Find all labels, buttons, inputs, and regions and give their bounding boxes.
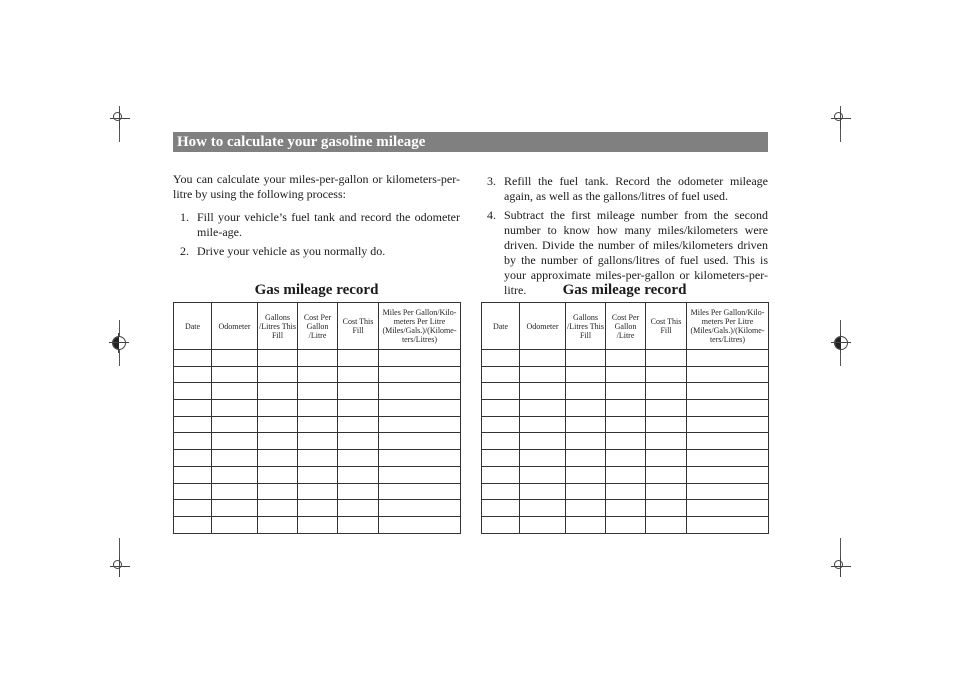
- table-cell: [646, 433, 687, 450]
- table-cell: [174, 450, 212, 467]
- table-cell: [566, 383, 606, 400]
- table-cell: [520, 483, 566, 500]
- column-header-gallons: Gallons /Litres This Fill: [566, 303, 606, 350]
- table-cell: [687, 383, 769, 400]
- table-cell: [482, 433, 520, 450]
- table-cell: [520, 400, 566, 417]
- table-cell: [212, 450, 258, 467]
- table-header-row: [174, 303, 461, 350]
- table-cell: [482, 450, 520, 467]
- table-cell: [606, 416, 646, 433]
- table-cell: [606, 483, 646, 500]
- table-cell: [212, 366, 258, 383]
- table-cell: [687, 350, 769, 367]
- column-header-gallons: Gallons /Litres This Fill: [258, 303, 298, 350]
- column-header-cost-this-fill: Cost This Fill: [646, 303, 687, 350]
- column-header-odometer: Odometer: [520, 303, 566, 350]
- table-cell: [338, 466, 379, 483]
- table-row: [174, 400, 461, 417]
- table-cell: [298, 400, 338, 417]
- table-cell: [520, 416, 566, 433]
- table-cell: [566, 366, 606, 383]
- table-row: [174, 466, 461, 483]
- table-cell: [687, 500, 769, 517]
- table-cell: [338, 500, 379, 517]
- column-header-cost-this-fill: Cost This Fill: [338, 303, 379, 350]
- table-cell: [520, 466, 566, 483]
- steps-list-left: [180, 210, 460, 263]
- step-text: Drive your vehicle as you normally do.: [197, 244, 386, 258]
- table-cell: [606, 366, 646, 383]
- table-cell: [212, 350, 258, 367]
- table-cell: [174, 516, 212, 533]
- table-cell: [646, 416, 687, 433]
- step-text: Subtract the first mileage number from the second number to know how many miles/kilometers were driven. Divide the number of miles/kilometers driven by the number of gallons/litres of fuel used. This is your approximate miles-per-gallon or kilometers-per-litre.: [504, 208, 768, 297]
- table-row: [482, 450, 769, 467]
- table-cell: [338, 400, 379, 417]
- table-cell: [687, 366, 769, 383]
- table-cell: [566, 350, 606, 367]
- column-header-cost-per-gallon: Cost Per Gallon /Litre: [606, 303, 646, 350]
- table-cell: [482, 466, 520, 483]
- table-cell: [379, 400, 461, 417]
- table-row: [174, 416, 461, 433]
- table-cell: [646, 350, 687, 367]
- table-cell: [566, 433, 606, 450]
- table-cell: [258, 450, 298, 467]
- column-header-date: Date: [482, 303, 520, 350]
- table-cell: [379, 450, 461, 467]
- table-cell: [646, 500, 687, 517]
- gas-mileage-record-table: [481, 302, 769, 534]
- table-cell: [606, 350, 646, 367]
- table-cell: [379, 383, 461, 400]
- table-cell: [687, 400, 769, 417]
- table-cell: [687, 466, 769, 483]
- table-cell: [482, 383, 520, 400]
- table-cell: [338, 450, 379, 467]
- table-cell: [646, 483, 687, 500]
- table-cell: [212, 483, 258, 500]
- table-cell: [212, 433, 258, 450]
- registration-mark-icon: [113, 560, 122, 569]
- table-cell: [566, 500, 606, 517]
- table-row: [174, 500, 461, 517]
- table-cell: [258, 366, 298, 383]
- table-cell: [212, 516, 258, 533]
- table-cell: [258, 400, 298, 417]
- table-cell: [298, 433, 338, 450]
- table-cell: [174, 416, 212, 433]
- table-cell: [606, 383, 646, 400]
- table-cell: [258, 483, 298, 500]
- table-row: [482, 400, 769, 417]
- table-row: [482, 433, 769, 450]
- step-number: 4.: [487, 208, 496, 222]
- column-header-cost-per-gallon: Cost Per Gallon /Litre: [298, 303, 338, 350]
- table-cell: [298, 416, 338, 433]
- table-cell: [379, 516, 461, 533]
- table-cell: [520, 516, 566, 533]
- table-cell: [379, 483, 461, 500]
- table-cell: [338, 516, 379, 533]
- table-cell: [646, 400, 687, 417]
- column-header-date: Date: [174, 303, 212, 350]
- table-cell: [212, 383, 258, 400]
- table-cell: [687, 416, 769, 433]
- table-cell: [212, 416, 258, 433]
- table-cell: [338, 383, 379, 400]
- registration-mark-icon: [834, 560, 843, 569]
- table-cell: [646, 383, 687, 400]
- table-row: [482, 416, 769, 433]
- table-cell: [338, 433, 379, 450]
- table-cell: [379, 366, 461, 383]
- table-cell: [338, 366, 379, 383]
- table-cell: [298, 366, 338, 383]
- table-cell: [174, 366, 212, 383]
- table-cell: [646, 466, 687, 483]
- step-text: Refill the fuel tank. Record the odometer mileage again, as well as the gallons/litres of fuel used.: [504, 174, 768, 203]
- table-cell: [482, 400, 520, 417]
- table-cell: [258, 433, 298, 450]
- table-row: [482, 483, 769, 500]
- table-cell: [520, 366, 566, 383]
- step-text: Fill your vehicle’s fuel tank and record the odometer mile-age.: [197, 210, 460, 239]
- table-cell: [174, 483, 212, 500]
- step-number: 2.: [180, 244, 189, 258]
- table-cell: [566, 400, 606, 417]
- table-cell: [606, 466, 646, 483]
- registration-mark-icon: [834, 112, 843, 121]
- table-cell: [566, 466, 606, 483]
- table-cell: [566, 450, 606, 467]
- table-cell: [520, 350, 566, 367]
- table-cell: [482, 366, 520, 383]
- column-header-odometer: Odometer: [212, 303, 258, 350]
- table-cell: [379, 416, 461, 433]
- gas-mileage-record-table: [173, 302, 461, 534]
- table-cell: [646, 516, 687, 533]
- table-cell: [606, 400, 646, 417]
- table-cell: [646, 366, 687, 383]
- step-number: 1.: [180, 210, 189, 224]
- table-cell: [482, 516, 520, 533]
- table-cell: [606, 500, 646, 517]
- table-cell: [174, 383, 212, 400]
- step-item: [487, 174, 768, 204]
- table-row: [174, 366, 461, 383]
- table-row: [482, 350, 769, 367]
- table-cell: [338, 350, 379, 367]
- table-cell: [379, 466, 461, 483]
- table-cell: [379, 500, 461, 517]
- table-cell: [298, 483, 338, 500]
- table-row: [174, 450, 461, 467]
- record-table-title: Gas mileage record: [254, 282, 379, 298]
- table-cell: [482, 500, 520, 517]
- table-cell: [482, 350, 520, 367]
- table-cell: [687, 450, 769, 467]
- table-cell: [606, 433, 646, 450]
- table-cell: [379, 350, 461, 367]
- table-cell: [606, 450, 646, 467]
- table-cell: [258, 516, 298, 533]
- table-cell: [646, 450, 687, 467]
- table-cell: [520, 500, 566, 517]
- table-row: [174, 350, 461, 367]
- table-cell: [687, 433, 769, 450]
- table-row: [482, 383, 769, 400]
- table-row: [174, 433, 461, 450]
- table-cell: [174, 350, 212, 367]
- column-header-mpg: Miles Per Gallon/Kilo-meters Per Litre (Miles/Gals.)/(Kilome-ters/Litres): [687, 303, 769, 350]
- table-cell: [298, 450, 338, 467]
- table-cell: [379, 433, 461, 450]
- table-cell: [687, 483, 769, 500]
- table-cell: [298, 466, 338, 483]
- table-row: [482, 516, 769, 533]
- table-cell: [482, 416, 520, 433]
- record-table-title: Gas mileage record: [562, 282, 687, 298]
- table-cell: [298, 383, 338, 400]
- table-header-row: [482, 303, 769, 350]
- table-cell: [566, 516, 606, 533]
- table-cell: [212, 400, 258, 417]
- table-cell: [520, 433, 566, 450]
- table-cell: [258, 350, 298, 367]
- table-row: [174, 483, 461, 500]
- table-cell: [606, 516, 646, 533]
- table-cell: [566, 483, 606, 500]
- table-cell: [212, 500, 258, 517]
- table-cell: [174, 433, 212, 450]
- table-cell: [174, 400, 212, 417]
- step-item: [180, 244, 460, 259]
- table-cell: [338, 483, 379, 500]
- registration-mark-icon: [834, 336, 848, 350]
- table-cell: [298, 500, 338, 517]
- table-cell: [258, 466, 298, 483]
- table-cell: [174, 500, 212, 517]
- table-cell: [212, 466, 258, 483]
- table-row: [482, 500, 769, 517]
- step-item: [180, 210, 460, 240]
- table-row: [174, 516, 461, 533]
- intro-paragraph: You can calculate your miles-per-gallon or kilometers-per-litre by using the following process:: [173, 172, 460, 201]
- table-cell: [338, 416, 379, 433]
- table-cell: [298, 516, 338, 533]
- section-title: How to calculate your gasoline mileage: [173, 132, 768, 152]
- table-row: [174, 383, 461, 400]
- table-cell: [174, 466, 212, 483]
- table-cell: [258, 500, 298, 517]
- table-cell: [566, 416, 606, 433]
- step-number: 3.: [487, 174, 496, 188]
- table-cell: [520, 450, 566, 467]
- table-row: [482, 466, 769, 483]
- table-cell: [687, 516, 769, 533]
- table-cell: [258, 383, 298, 400]
- table-cell: [482, 483, 520, 500]
- registration-mark-icon: [113, 112, 122, 121]
- table-cell: [298, 350, 338, 367]
- table-row: [482, 366, 769, 383]
- column-header-mpg: Miles Per Gallon/Kilo-meters Per Litre (Miles/Gals.)/(Kilome-ters/Litres): [379, 303, 461, 350]
- table-cell: [258, 416, 298, 433]
- registration-mark-icon: [112, 336, 126, 350]
- table-cell: [520, 383, 566, 400]
